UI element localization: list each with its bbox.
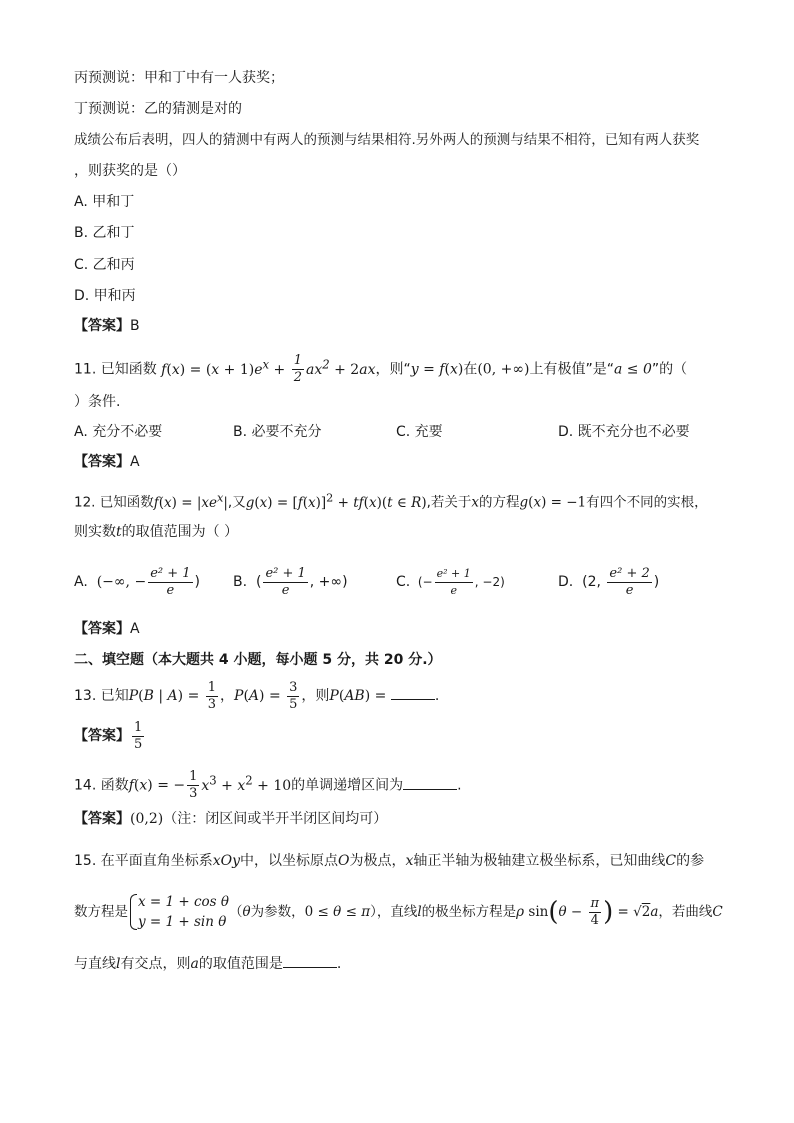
- q13-pa: P(A) =: [234, 688, 286, 704]
- q10-result-line1: 成绩公布后表明，四人的猜测中有两人的预测与结果相符.另外两人的预测与结果不相符，已知有两人获奖: [74, 132, 700, 148]
- q12-eq: 的方程: [479, 494, 520, 511]
- q12-option-a-right: ): [194, 574, 200, 590]
- q12-stem: [74, 488, 708, 513]
- q13-answer-num: 1: [134, 719, 143, 735]
- q12-option-c-left: (−: [417, 575, 433, 589]
- q12-option-b-right: , +∞): [309, 574, 348, 590]
- q12-option-d-den: e: [625, 582, 634, 598]
- q12-option-c: [396, 560, 505, 604]
- q15-line3: [74, 953, 341, 974]
- q15-l1e: 的参: [676, 853, 705, 869]
- q11-extreme: 上有极值”是“: [529, 361, 614, 378]
- q15-l2: l: [116, 956, 121, 972]
- q14-function: f(x) = −: [128, 777, 186, 794]
- q11-interval: (0, +∞): [477, 361, 530, 378]
- q12-option-b-label: B.: [233, 574, 248, 590]
- q13-answer-den: 5: [134, 736, 143, 752]
- q13-answer: [74, 718, 146, 754]
- q15-c: C: [665, 853, 677, 869]
- q13-pba: P(B | A) =: [128, 688, 204, 704]
- q12-option-c-label: C.: [396, 574, 411, 590]
- q12-option-d: [558, 560, 659, 604]
- q15-l2c: 为参数，: [250, 904, 305, 920]
- q11-yfx: y = f(x): [410, 361, 464, 378]
- q12-roots: 有四个不同的实根，: [586, 494, 708, 511]
- answer-label: 【答案】: [74, 728, 130, 744]
- q15-l3a: 与直线: [74, 956, 116, 972]
- q15-l2a: 数方程是: [74, 904, 128, 920]
- q12-option-a-num: e² + 1: [150, 565, 191, 581]
- q12-option-c-num: e² + 1: [435, 566, 473, 583]
- q12-answer: [74, 619, 140, 639]
- q11-de: ”的（: [651, 361, 688, 378]
- q10-option-d: D. 甲和丙: [74, 288, 136, 304]
- q14-tail: .: [457, 777, 462, 794]
- q15-l1c: 为极点，: [349, 853, 406, 869]
- q12-option-b-den: e: [281, 582, 290, 598]
- q15-sys2: y = 1 + sin θ: [138, 914, 227, 930]
- q14-answer-value: (0,2): [130, 811, 164, 827]
- q12-option-c-right: , −2): [474, 575, 505, 589]
- q12-f: $f(x) = |xe^x|$: [153, 491, 228, 511]
- q10-option-c: C. 乙和丙: [74, 257, 135, 273]
- q12-option-a: [74, 560, 200, 604]
- q12-prefix: 12. 已知函数: [74, 494, 154, 511]
- q15-c2: C: [712, 904, 723, 920]
- q14-answer: [74, 809, 387, 829]
- q13-tail: .: [434, 688, 440, 704]
- q15-l3c: 的取值范围是: [198, 956, 283, 972]
- q15-l1a: 15. 在平面直角坐标系: [74, 853, 213, 869]
- q15-l3b: 有交点，则: [120, 956, 191, 972]
- q11-function: $f(x) = (x + 1)e^x$ + $\frac{1}{2}$ $ax^2 + 2ax$: [161, 353, 376, 386]
- q12-line2-start: 则实数: [74, 524, 116, 540]
- answer-label: 【答案】: [74, 621, 130, 637]
- q15-blank[interactable]: [283, 953, 337, 968]
- q13-blank[interactable]: [391, 685, 435, 700]
- q12-x: x: [471, 494, 480, 511]
- answer-label: 【答案】: [74, 811, 130, 827]
- answer-value: B: [130, 318, 140, 334]
- q10-ding-line: 丁预测说：乙的猜测是对的: [74, 101, 242, 117]
- q12-line2: [74, 522, 238, 542]
- q11-answer: [74, 452, 140, 472]
- q12-option-d-right: ): [653, 574, 660, 590]
- section-heading: 二、填空题（本大题共 4 小题，每小题 5 分，共 20 分.）: [74, 652, 442, 668]
- q15-l2b: （: [229, 904, 243, 920]
- q12-option-d-left: (2,: [582, 574, 606, 590]
- q13-stem: 13. 已知P(B | A) = $\frac{1}{3}$ ，P(A) = $\frac{3}{5}$ ，则P(AB) = .: [74, 679, 440, 712]
- answer-value: A: [130, 621, 140, 637]
- q15-l2f: ，若曲线: [658, 904, 713, 920]
- q15-line2: 数方程是 x = 1 + cos θ y = 1 + sin θ （θ为参数，0 ≤ θ ≤ π），直线l的极坐标方程是ρ sin(θ − $\frac{\pi}{4}$ ) = √2a，若曲线C: [74, 894, 723, 930]
- q12-option-a-left: (−∞, −: [96, 574, 147, 590]
- answer-value: A: [130, 454, 140, 470]
- q11-option-a: A. 充分不必要: [74, 424, 163, 440]
- q12-if: ,若关于: [426, 494, 472, 511]
- q11-then: ，则“: [375, 361, 411, 378]
- q13-pab: P(AB) =: [329, 688, 387, 704]
- q15-sys1: x = 1 + cos θ: [138, 894, 230, 910]
- answer-label: 【答案】: [74, 454, 130, 470]
- q12-option-d-label: D.: [558, 574, 574, 590]
- q15-xoy: xOy: [212, 853, 241, 869]
- q14-answer-note: （注：闭区间或半开半闭区间均可）: [163, 811, 388, 827]
- q12-option-b-left: (: [255, 574, 262, 590]
- q15-l1d: 轴正半轴为极轴建立极坐标系，已知曲线: [413, 853, 666, 869]
- q12-line2-end: 的取值范围为（ ）: [121, 524, 239, 540]
- q14-function-rest: $x^3 + x^2 + 10$: [201, 773, 292, 794]
- q14-blank[interactable]: [403, 775, 457, 790]
- q15-param-system: [128, 892, 229, 932]
- q15-polar: ρ sin: [516, 904, 549, 920]
- q14-stem: 14. 函数f(x) = − $\frac{1}{3}$ $x^3 + x^2 + 10$的单调递增区间为 .: [74, 769, 462, 802]
- q10-answer: [74, 316, 140, 336]
- q11-cond: a ≤ 0: [613, 361, 652, 378]
- q13-then: ，则: [301, 688, 330, 704]
- q12-also: ,又: [227, 494, 246, 511]
- q12-option-d-num: e² + 2: [609, 565, 650, 581]
- q11-option-b: B. 必要不充分: [233, 424, 322, 440]
- q15-l2d: ），直线: [370, 904, 418, 920]
- q12-geq: g(x) = −1: [519, 494, 587, 511]
- q14-after: 的单调递增区间为: [291, 777, 404, 794]
- q12-t: t: [116, 524, 122, 540]
- q12-option-b-num: e² + 1: [265, 565, 306, 581]
- q15-theta: θ: [242, 904, 251, 920]
- q15-tail: .: [336, 956, 342, 972]
- q12-option-a-label: A.: [74, 574, 88, 590]
- q15-range: 0 ≤ θ ≤ π: [304, 904, 371, 920]
- q15-line1: [74, 851, 704, 871]
- q10-result-line2: ，则获奖的是（）: [74, 163, 186, 179]
- q15-x: x: [405, 853, 414, 869]
- q15-a: a: [190, 956, 199, 972]
- q11-option-c: C. 充要: [396, 424, 443, 440]
- q15-l2e: 的极坐标方程是: [421, 904, 517, 920]
- q13-mid: ，: [220, 688, 235, 704]
- answer-label: 【答案】: [74, 318, 130, 334]
- q11-on: 在: [463, 361, 478, 378]
- q11-stem: [74, 350, 687, 386]
- q12-option-b: [233, 560, 348, 604]
- q15-o: O: [338, 853, 350, 869]
- q13-prefix: 13. 已知: [74, 688, 129, 704]
- q11-option-d: D. 既不充分也不必要: [558, 424, 690, 440]
- q12-option-c-den: e: [450, 584, 457, 597]
- q11-line2: ）条件.: [74, 394, 121, 410]
- q14-prefix: 14. 函数: [74, 777, 129, 794]
- q11-prefix: 11. 已知函数: [74, 361, 157, 378]
- q15-l: l: [417, 904, 422, 920]
- q10-option-a: A. 甲和丁: [74, 194, 135, 210]
- q10-option-b: B. 乙和丁: [74, 225, 135, 241]
- q15-l1b: 中，以坐标原点: [240, 853, 339, 869]
- q12-option-a-den: e: [166, 582, 175, 598]
- q12-g: $g(x) = [f(x)]^2 + tf(x)(t$ ∈ R): [245, 491, 427, 511]
- q10-bing-line: 丙预测说：甲和丁中有一人获奖；: [74, 70, 284, 86]
